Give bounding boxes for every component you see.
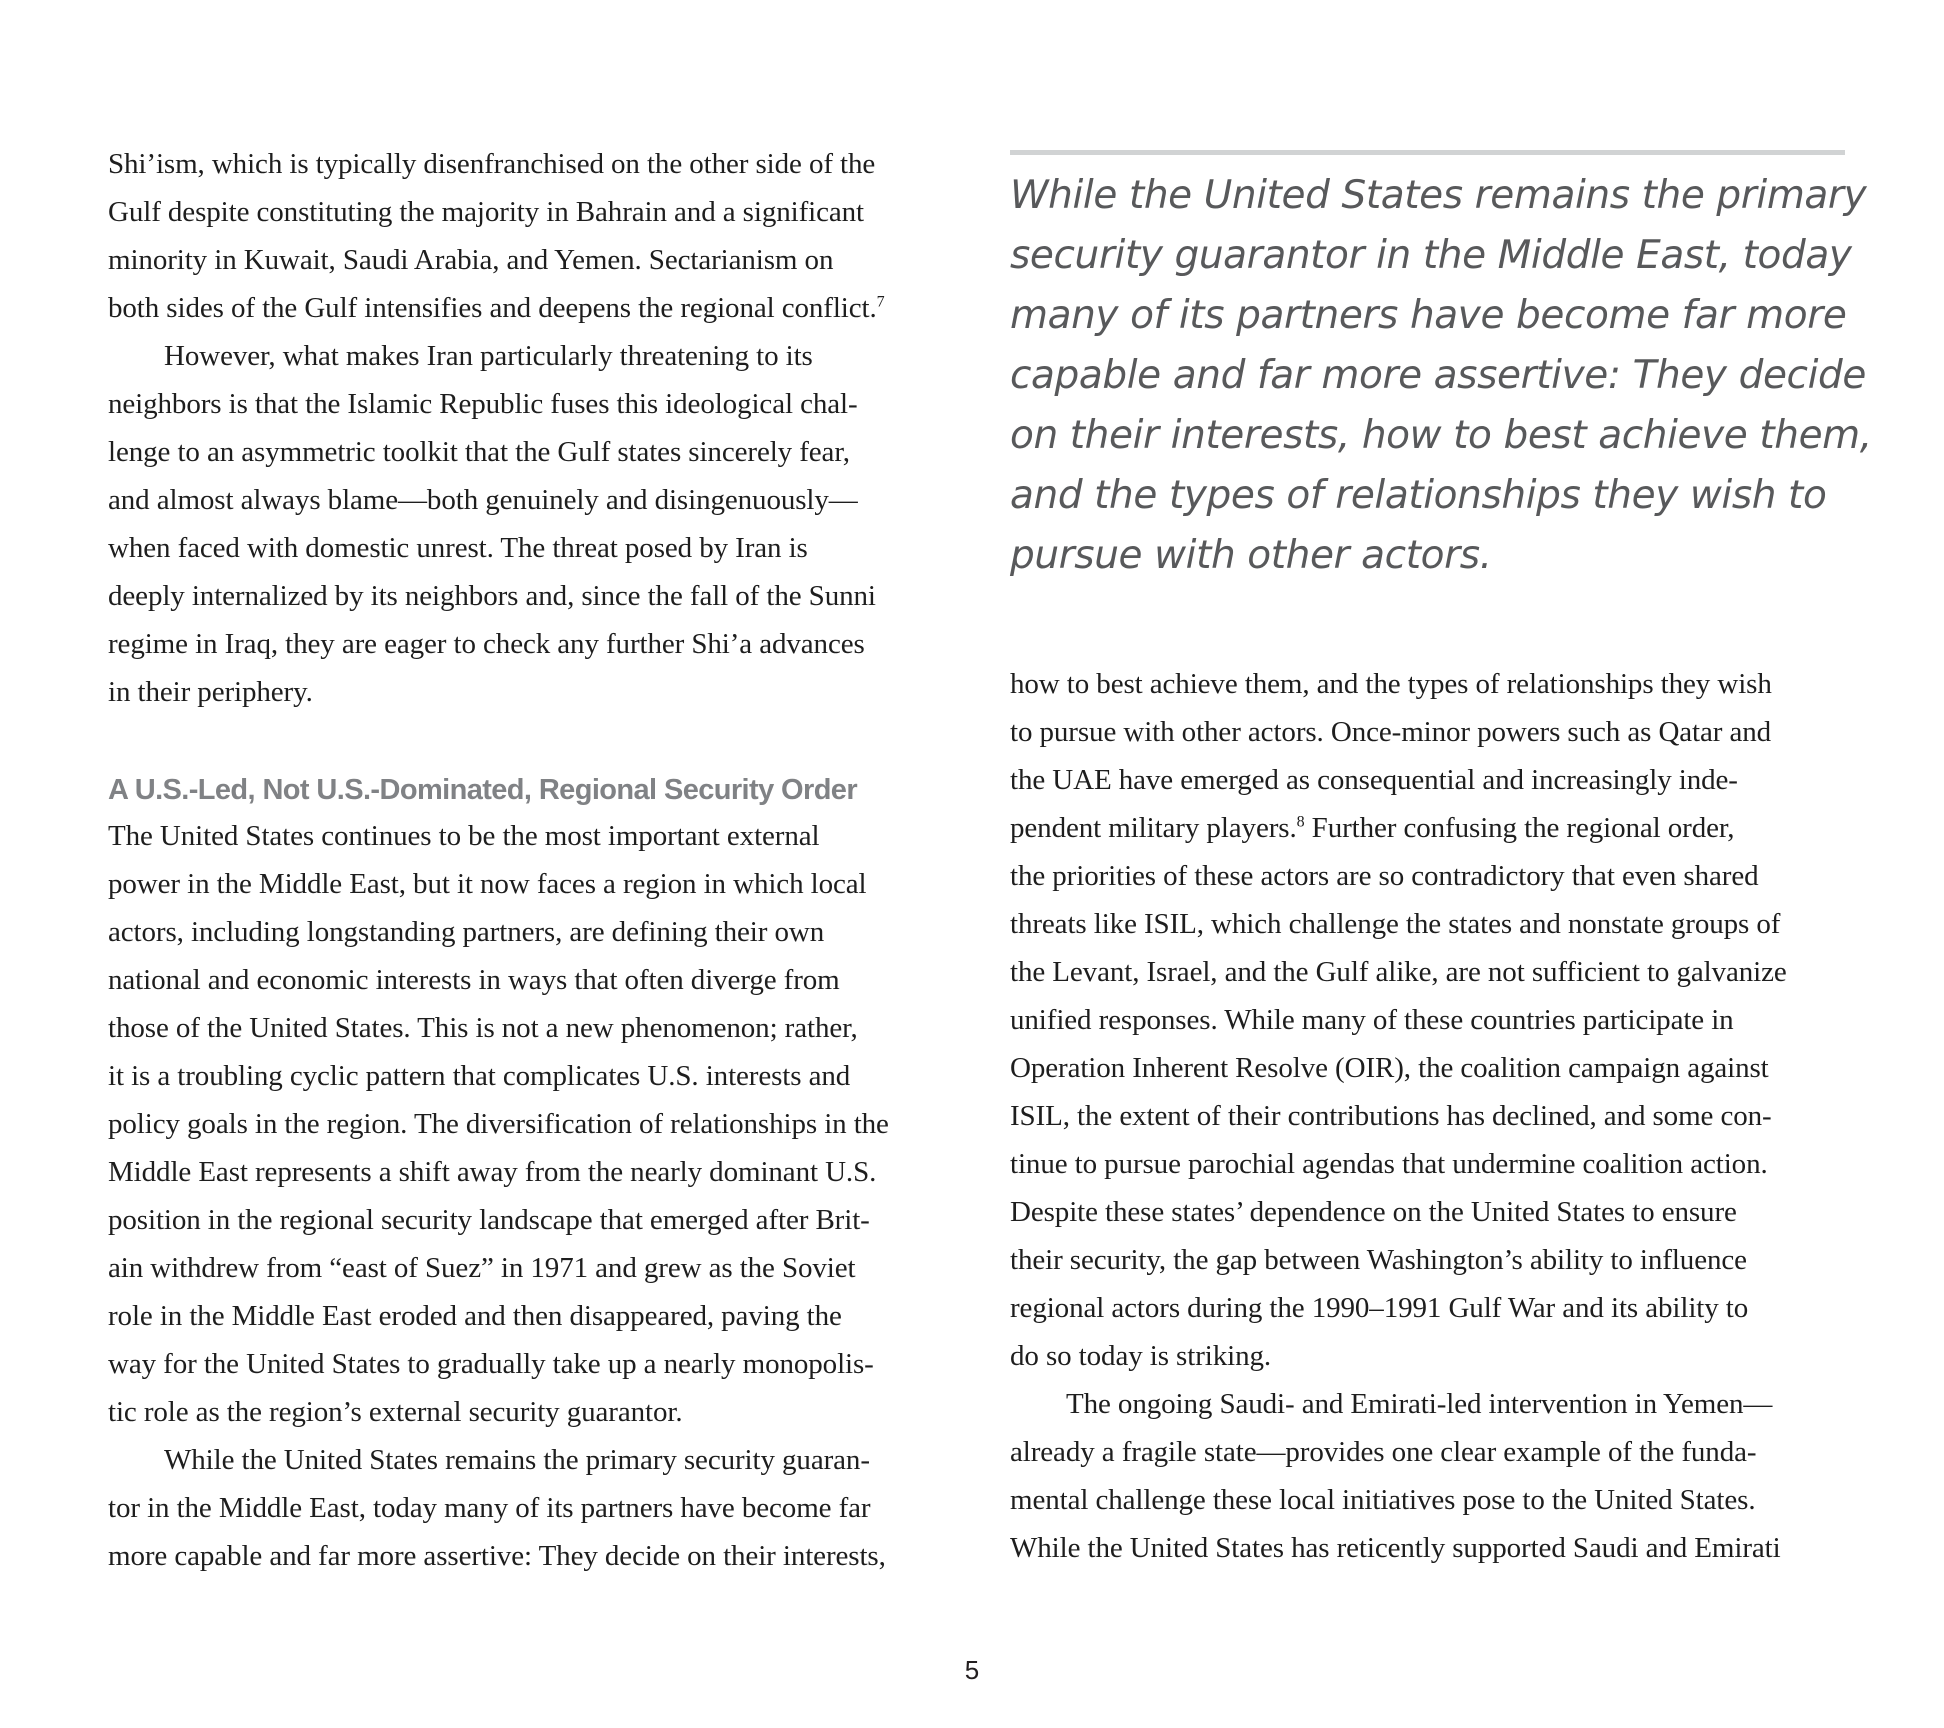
body-text-line — [1010, 804, 1734, 852]
body-text-line: ain withdrew from “east of Suez” in 1971 and grew as the Soviet — [108, 1252, 856, 1284]
section-heading: A U.S.-Led, Not U.S.-Dominated, Regional Security Order — [108, 774, 858, 806]
body-text-line: While the United States has reticently supported Saudi and Emirati — [1010, 1532, 1781, 1564]
body-text-line: neighbors is that the Islamic Republic fuses this ideological chal- — [108, 388, 858, 420]
body-text-span: Further confusing the regional order, — [1304, 812, 1735, 844]
body-text-line: those of the United States. This is not a new phenomenon; rather, — [108, 1012, 858, 1044]
body-text-line: the Levant, Israel, and the Gulf alike, are not sufficient to galvanize — [1010, 956, 1787, 988]
body-text-line: position in the regional security landscape that emerged after Brit- — [108, 1204, 870, 1236]
body-text-line: policy goals in the region. The diversification of relationships in the — [108, 1108, 889, 1140]
page-number: 5 — [964, 1655, 980, 1685]
pull-quote-line: many of its partners have become far more — [1010, 293, 1847, 338]
footnote-7-ref[interactable]: 7 — [876, 293, 885, 311]
body-text-line: However, what makes Iran particularly threatening to its — [164, 340, 813, 372]
body-text-line: the priorities of these actors are so contradictory that even shared — [1010, 860, 1759, 892]
body-text-line: lenge to an asymmetric toolkit that the Gulf states sincerely fear, — [108, 436, 850, 468]
body-text-line: Despite these states’ dependence on the United States to ensure — [1010, 1196, 1737, 1228]
body-text-line: regime in Iraq, they are eager to check any further Shi’a advances — [108, 628, 865, 660]
body-text-line: and almost always blame—both genuinely and disingenuously— — [108, 484, 858, 516]
pull-quote-line: While the United States remains the primary — [1010, 173, 1867, 218]
body-text-line: Middle East represents a shift away from the nearly dominant U.S. — [108, 1156, 877, 1188]
pull-quote-line: capable and far more assertive: They decide — [1010, 353, 1866, 398]
body-text-line: Gulf despite constituting the majority in Bahrain and a significant — [108, 196, 864, 228]
body-text-line: ISIL, the extent of their contributions has declined, and some con- — [1010, 1100, 1772, 1132]
body-text-line: tinue to pursue parochial agendas that undermine coalition action. — [1010, 1148, 1768, 1180]
body-text-span: both sides of the Gulf intensifies and deepens the regional conflict. — [108, 292, 877, 324]
body-text-line: tic role as the region’s external security guarantor. — [108, 1396, 683, 1428]
pull-quote-rule — [1010, 150, 1845, 155]
body-text-line — [108, 284, 885, 332]
body-text-line: role in the Middle East eroded and then disappeared, paving the — [108, 1300, 842, 1332]
body-text-line: Operation Inherent Resolve (OIR), the coalition campaign against — [1010, 1052, 1769, 1084]
body-text-line: tor in the Middle East, today many of its partners have become far — [108, 1492, 871, 1524]
body-text-span: pendent military players. — [1010, 812, 1297, 844]
body-text-line: already a fragile state—provides one clear example of the funda- — [1010, 1436, 1757, 1468]
footnote-8-ref[interactable]: 8 — [1296, 813, 1305, 831]
body-text-line: it is a troubling cyclic pattern that complicates U.S. interests and — [108, 1060, 851, 1092]
body-text-line: While the United States remains the primary security guaran- — [164, 1444, 870, 1476]
body-text-line: in their periphery. — [108, 676, 313, 708]
body-text-line: more capable and far more assertive: They decide on their interests, — [108, 1540, 886, 1572]
pull-quote-line: on their interests, how to best achieve them, — [1010, 413, 1872, 458]
body-text-line: The ongoing Saudi- and Emirati-led intervention in Yemen— — [1066, 1388, 1773, 1420]
body-text-line: actors, including longstanding partners, are defining their own — [108, 916, 825, 948]
body-text-line: how to best achieve them, and the types of relationships they wish — [1010, 668, 1772, 700]
pull-quote-line: security guarantor in the Middle East, today — [1010, 233, 1852, 278]
body-text-line: their security, the gap between Washington’s ability to influence — [1010, 1244, 1747, 1276]
body-text-line: power in the Middle East, but it now faces a region in which local — [108, 868, 867, 900]
body-text-line: The United States continues to be the most important external — [108, 820, 820, 852]
body-text-line: national and economic interests in ways that often diverge from — [108, 964, 840, 996]
pull-quote-line: pursue with other actors. — [1010, 533, 1492, 578]
body-text-line: mental challenge these local initiatives pose to the United States. — [1010, 1484, 1756, 1516]
body-text-line: deeply internalized by its neighbors and, since the fall of the Sunni — [108, 580, 876, 612]
body-text-line: to pursue with other actors. Once-minor powers such as Qatar and — [1010, 716, 1772, 748]
pull-quote-line: and the types of relationships they wish to — [1010, 473, 1827, 518]
body-text-line: regional actors during the 1990–1991 Gulf War and its ability to — [1010, 1292, 1749, 1324]
body-text-line: Shi’ism, which is typically disenfranchised on the other side of the — [108, 148, 876, 180]
body-text-line: way for the United States to gradually take up a nearly monopolis- — [108, 1348, 874, 1380]
body-text-line: when faced with domestic unrest. The threat posed by Iran is — [108, 532, 808, 564]
body-text-line: minority in Kuwait, Saudi Arabia, and Yemen. Sectarianism on — [108, 244, 834, 276]
body-text-line: do so today is striking. — [1010, 1340, 1272, 1372]
body-text-line: unified responses. While many of these countries participate in — [1010, 1004, 1734, 1036]
body-text-line: the UAE have emerged as consequential and increasingly inde- — [1010, 764, 1738, 796]
body-text-line: threats like ISIL, which challenge the states and nonstate groups of — [1010, 908, 1781, 940]
